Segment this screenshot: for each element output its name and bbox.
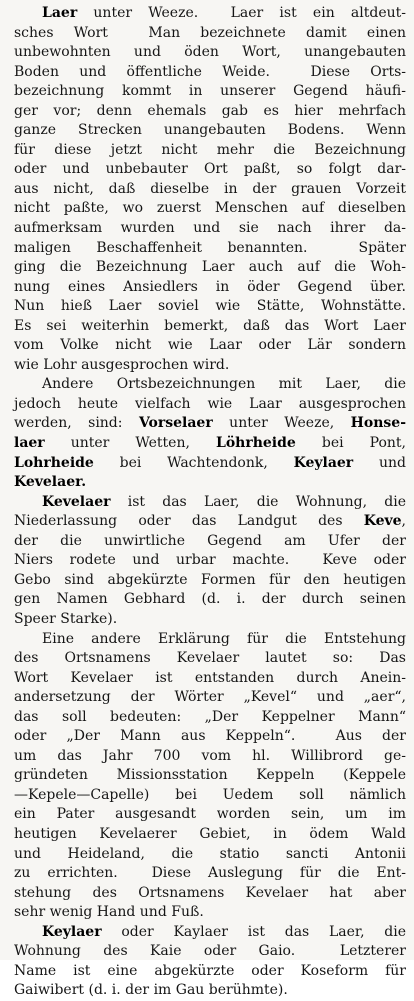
bold-place-name: Keve [363,513,402,530]
text-run: Eine andere Erklärung für die Entstehung [42,630,406,647]
text-run: Wort Kevelaer ist entstanden durch Anein- [14,669,406,686]
text-run: Gebo sind abgekürzte Formen für den heutigen [14,571,406,588]
text-line [14,610,406,630]
text-run: aus nicht, daß dieselbe in der grauen Vorzeit [14,180,406,197]
text-run: Niers rodete und urbar machte. Keve oder [14,552,406,569]
text-line [14,395,406,415]
text-line [14,375,406,395]
text-line [14,688,406,708]
text-run: nicht paßte, wo zuerst Menschen auf dieselben [14,200,406,217]
text-run: jedoch heute vielfach wie Laar ausgesprochen [14,395,406,412]
text-run: und Heideland, die statio sancti Antonii [14,845,406,862]
text-run: unter Weeze, [212,415,351,432]
text-run: Boden und öffentliche Weide. Diese Orts- [14,63,406,80]
text-line [14,356,406,376]
text-line [14,493,406,513]
text-line [14,141,406,161]
text-run: werden, sind: [14,415,139,432]
text-run: , [401,513,406,530]
text-run: stehung des Ortsnamens Kevelaer hat aber [14,884,406,901]
text-line [14,317,406,337]
text-line [14,121,406,141]
text-run: ger vor; denn ehemals gab es hier mehrfach [14,102,406,119]
text-line [14,727,406,747]
text-line [14,199,406,219]
text-line [14,336,406,356]
bold-place-name: Vorselaer [138,415,213,432]
text-line [14,473,406,493]
text-line [14,805,406,825]
text-run: ging die Bezeichnung Laer auch auf die Woh- [14,259,406,276]
text-run: Name ist eine abgekürzte oder Koseform für [14,962,406,979]
text-line [14,903,406,923]
bold-place-name: Keylaer [293,454,354,471]
text-run: nung eines Ansiedlers in öder Gegend über. [14,278,406,295]
text-run: oder Kaylaer ist das Laer, die [101,923,406,940]
bold-place-name: Kevelaer. [14,474,87,491]
text-run: oder und unbebauter Ort paßt, so folgt dar- [14,161,406,178]
text-run: bezeichnung kommt in unserer Gegend häufi- [14,83,406,100]
text-run: und [353,454,406,471]
text-line [14,708,406,728]
text-line [14,434,406,454]
text-line [14,82,406,102]
text-line [14,630,406,650]
text-line [14,160,406,180]
text-run: ein Pater ausgesandt worden sein, um im [14,806,406,823]
text-line [14,845,406,865]
text-run: unter Weeze. Laer ist ein altdeut- [77,5,406,21]
bold-place-name: laer [14,435,45,452]
text-line [14,649,406,669]
text-run: Gaiwibert (d. i. der im Gau berühmte). [14,982,288,999]
bold-place-name: Keylaer [42,923,102,940]
text-run: maligen Beschaffenheit benannten. Später [14,239,406,256]
bold-place-name: Kevelaer [42,493,111,510]
text-line [14,747,406,767]
bold-place-name: Löhrheide [215,435,296,452]
text-run: Speer Starke). [14,610,118,627]
text-line [14,278,406,298]
text-run: Wohnung des Kaie oder Gaio. Letzterer [14,943,406,960]
text-run: Nun hieß Laer soviel wie Stätte, Wohnstätte. [14,298,406,315]
text-line [14,766,406,786]
text-run: ist das Laer, die Wohnung, die [110,493,406,510]
text-line [14,4,406,24]
text-line [14,786,406,806]
text-line [14,24,406,44]
text-line [14,63,406,83]
text-line [14,942,406,962]
text-run: wie Lohr ausgesprochen wird. [14,356,230,373]
text-run: unter Wetten, [44,435,216,452]
text-line [14,669,406,689]
text-run: Es sei weiterhin bemerkt, daß das Wort Laer [14,317,406,334]
text-run: gründeten Missionsstation Keppeln (Keppele [14,767,406,784]
text-line [14,512,406,532]
text-run: gen Namen Gebhard (d. i. der durch seinen [14,591,406,608]
text-run: der die unwirtliche Gegend am Ufer der [14,532,406,549]
text-run: aufmerksam wurden und sie nach ihrer da- [14,220,406,237]
text-run: bei Wachtendonk, [93,454,294,471]
text-line [14,825,406,845]
text-line [14,102,406,122]
text-line [14,258,406,278]
text-run: vom Volke nicht wie Laar oder Lär sondern [14,337,406,354]
text-run: um das Jahr 700 vom hl. Willibrord ge- [14,747,406,764]
text-run: sehr wenig Hand und Fuß. [14,904,204,921]
text-run: des Ortsnamens Kevelaer lautet so: Das [14,650,406,667]
text-line [14,239,406,259]
text-line [14,454,406,474]
text-run: ganze Strecken unangebauten Bodens. Wenn [14,122,406,139]
bold-place-name: Honse- [350,415,406,432]
bold-place-name: Laer [42,5,78,21]
text-line [14,590,406,610]
text-run: oder „Der Mann aus Keppeln“. Aus der [14,728,406,745]
text-line [14,571,406,591]
text-line [14,180,406,200]
text-run: bei Pont, [295,435,407,452]
text-line [14,884,406,904]
text-run: Andere Ortsbezeichnungen mit Laer, die [42,376,406,393]
text-run: Niederlassung oder das Landgut des [14,513,364,530]
text-run: sches Wort Man bezeichnete damit einen [14,24,406,41]
text-line [14,43,406,63]
text-run: unbewohnten und öden Wort, unangebauten [14,44,406,61]
text-line [14,219,406,239]
text-line [14,981,406,1001]
article-column [14,4,406,1001]
text-run: heutigen Kevelaerer Gebiet, in ödem Wald [14,825,406,842]
text-line [14,297,406,317]
text-line [14,414,406,434]
text-line [14,551,406,571]
text-line [14,923,406,943]
text-line [14,864,406,884]
text-line [14,532,406,552]
text-line [14,962,406,982]
text-run: —Kepele—Capelle) bei Uedem soll nämlich [14,786,406,803]
bold-place-name: Lohrheide [14,454,94,471]
text-run: das soll bedeuten: „Der Keppelner Mann“ [14,708,406,725]
text-run: für diese jetzt nicht mehr die Bezeichnung [14,141,406,158]
text-run: zu errichten. Diese Auslegung für die Ent- [14,865,406,882]
text-run: andersetzung der Wörter „Kevel“ und „aer“, [14,689,406,706]
